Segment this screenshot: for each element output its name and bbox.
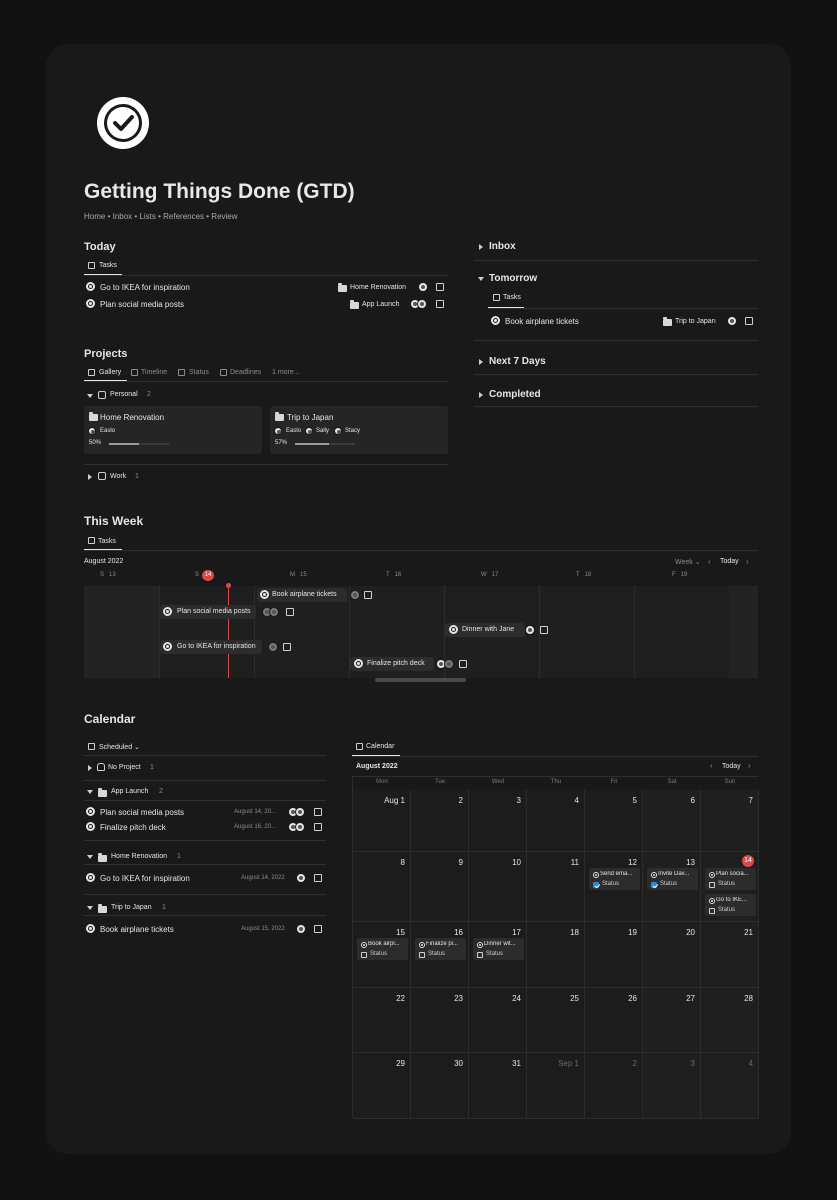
event-checkbox[interactable]	[477, 952, 483, 958]
toggle-arrow-icon[interactable]	[478, 277, 484, 281]
tasks-tab-icon	[88, 262, 95, 269]
timeline-item-title: Dinner with Jane	[462, 626, 515, 633]
task-checkbox[interactable]	[540, 626, 548, 634]
event-title: Plan socia...	[716, 871, 749, 877]
avatar	[334, 427, 342, 435]
calendar-today-badge: 14	[742, 855, 754, 867]
calendar-day-cell[interactable]	[527, 790, 585, 852]
no-project-icon	[97, 763, 105, 771]
timeline-day: S	[195, 572, 200, 578]
next-arrow-icon[interactable]: ›	[748, 761, 751, 770]
task-radio-icon[interactable]	[86, 873, 95, 882]
calendar-day-cell[interactable]	[701, 988, 759, 1053]
task-checkbox[interactable]	[314, 823, 322, 831]
timeline-item-title: Book airplane tickets	[272, 591, 337, 598]
breadcrumb-home[interactable]: Home	[84, 212, 106, 221]
event-radio-icon[interactable]	[651, 872, 657, 878]
task-checkbox[interactable]	[314, 808, 322, 816]
event-radio-icon[interactable]	[361, 942, 367, 948]
event-status: Status	[486, 951, 504, 957]
weekday-label: Mon	[376, 779, 388, 785]
calendar-day-cell[interactable]	[353, 988, 411, 1053]
avatar	[268, 642, 278, 652]
today-task-title[interactable]: Plan social media posts	[100, 300, 185, 309]
task-checkbox[interactable]	[283, 643, 291, 651]
calendar-day-number: 21	[744, 928, 753, 937]
calendar-day-cell[interactable]	[353, 852, 411, 922]
calendar-day-cell[interactable]	[701, 922, 759, 988]
weekday-label: Wed	[491, 779, 505, 785]
task-radio-icon[interactable]	[86, 299, 95, 308]
toggle-arrow-icon[interactable]	[87, 906, 93, 910]
toggle-arrow-icon[interactable]	[87, 394, 93, 398]
calendar-event[interactable]	[705, 894, 756, 916]
calendar-day-number: 8	[400, 858, 405, 867]
event-checkbox[interactable]	[593, 882, 599, 888]
tomorrow-task-title[interactable]: Book airplane tickets	[505, 317, 579, 326]
next-arrow-icon[interactable]: ›	[746, 557, 749, 566]
tomorrow-toggle[interactable]: Tomorrow	[489, 273, 538, 284]
group-home-renovation-count: 1	[177, 853, 181, 860]
today-tab-tasks[interactable]: Tasks	[99, 262, 117, 269]
timeline-view-label: Week	[675, 559, 693, 566]
event-title: Go to IKE...	[716, 897, 748, 903]
event-checkbox[interactable]	[709, 908, 715, 914]
task-checkbox[interactable]	[436, 300, 444, 308]
avatar	[274, 427, 282, 435]
task-radio-icon[interactable]	[163, 607, 172, 616]
completed-toggle[interactable]: Completed	[489, 389, 541, 400]
timeline-day: F 19	[672, 572, 688, 578]
calendar-day-cell[interactable]	[701, 1053, 759, 1119]
calendar-day-cell[interactable]	[469, 1053, 527, 1119]
scheduled-task-title[interactable]: Finalize pitch deck	[100, 823, 166, 832]
toggle-arrow-icon[interactable]	[87, 790, 93, 794]
calendar-event[interactable]	[705, 868, 756, 890]
calendar-day-cell[interactable]	[527, 988, 585, 1053]
timeline-icon	[131, 369, 138, 376]
avatar	[296, 873, 306, 883]
toggle-arrow-icon[interactable]	[88, 474, 92, 480]
event-status: Status	[718, 881, 736, 887]
calendar-icon	[356, 743, 363, 750]
group-trip-to-japan-count: 1	[162, 904, 166, 911]
calendar-day-number: 26	[628, 994, 637, 1003]
event-title: Dinner wit...	[484, 941, 516, 947]
task-radio-icon[interactable]	[449, 625, 458, 634]
calendar-day-cell[interactable]	[411, 988, 469, 1053]
calendar-today-button[interactable]: Today	[722, 763, 741, 770]
toggle-arrow-icon[interactable]	[88, 765, 92, 771]
avatar	[295, 822, 305, 832]
calendar-day-number: 5	[632, 796, 637, 805]
avatar	[350, 590, 360, 600]
timeline-item-title: Finalize pitch deck	[367, 660, 425, 667]
scheduled-view-label: Scheduled	[99, 744, 133, 751]
calendar-grid	[352, 776, 758, 1118]
calendar-day-cell[interactable]	[469, 790, 527, 852]
avatar	[525, 625, 535, 635]
event-checkbox[interactable]	[651, 882, 657, 888]
weekday-label: Fri	[610, 779, 618, 785]
calendar-month: August 2022	[356, 763, 398, 770]
calendar-day-number: 28	[744, 994, 753, 1003]
task-radio-icon[interactable]	[163, 642, 172, 651]
scheduled-task-title[interactable]: Plan social media posts	[100, 808, 185, 817]
group-work-count: 1	[135, 473, 139, 480]
tasks-tab-icon	[493, 294, 500, 301]
toggle-arrow-icon[interactable]	[479, 392, 483, 398]
calendar-day-number: 22	[396, 994, 405, 1003]
timeline-month: August 2022	[84, 558, 124, 565]
event-checkbox[interactable]	[709, 882, 715, 888]
calendar-day-number: Sep 1	[558, 1059, 579, 1068]
calendar-event[interactable]	[415, 938, 466, 960]
today-heading: Today	[84, 241, 116, 253]
calendar-day-cell[interactable]	[469, 852, 527, 922]
event-title: Book airpl...	[368, 941, 400, 947]
toggle-arrow-icon[interactable]	[479, 244, 483, 250]
tab-timeline[interactable]: Timeline	[141, 369, 168, 376]
projects-heading: Projects	[84, 348, 128, 360]
folder-icon	[98, 790, 107, 797]
task-radio-icon[interactable]	[86, 282, 95, 291]
calendar-day-cell[interactable]	[585, 790, 643, 852]
event-radio-icon[interactable]	[477, 942, 483, 948]
task-radio-icon[interactable]	[86, 822, 95, 831]
event-status: Status	[660, 881, 678, 887]
timeline-day: W 17	[481, 572, 499, 578]
calendar-event[interactable]	[647, 868, 698, 890]
timeline-day: T 16	[386, 572, 402, 578]
calendar-day-number: 12	[628, 858, 637, 867]
calendar-day-cell[interactable]	[585, 1053, 643, 1119]
scheduled-task-title[interactable]: Book airplane tickets	[100, 925, 174, 934]
group-work-label[interactable]: Work	[110, 473, 127, 480]
today-task-project[interactable]: Home Renovation	[350, 284, 407, 291]
avatar	[727, 316, 737, 326]
current-time-line	[228, 585, 229, 678]
calendar-day-number: 30	[454, 1059, 463, 1068]
event-radio-icon[interactable]	[709, 898, 715, 904]
calendar-day-number: 7	[748, 796, 753, 805]
avatar	[88, 427, 96, 435]
task-radio-icon[interactable]	[354, 659, 363, 668]
event-checkbox[interactable]	[419, 952, 425, 958]
avatar	[418, 282, 428, 292]
event-radio-icon[interactable]	[593, 872, 599, 878]
timeline-scrollbar[interactable]	[375, 678, 466, 682]
group-no-project-label[interactable]: No Project	[108, 764, 141, 771]
project-card-person: Stacy	[345, 428, 361, 434]
breadcrumb: Home • Inbox • Lists • References • Review	[84, 212, 238, 221]
tab-more[interactable]: 1 more...	[272, 369, 300, 376]
event-title: Invite Dav...	[658, 871, 690, 877]
calendar-day-cell[interactable]	[353, 790, 411, 852]
task-checkbox[interactable]	[459, 660, 467, 668]
project-card-progress: 50%	[89, 440, 102, 446]
calendar-day-number: 11	[570, 858, 579, 867]
event-status: Status	[428, 951, 446, 957]
avatar	[295, 807, 305, 817]
calendar-day-cell[interactable]	[643, 1053, 701, 1119]
check-circle-icon	[94, 94, 152, 152]
tasks-tab-icon	[88, 537, 95, 544]
calendar-heading: Calendar	[84, 712, 136, 726]
avatar	[296, 924, 306, 934]
breadcrumb-inbox[interactable]: Inbox	[112, 212, 133, 221]
this-week-heading: This Week	[84, 514, 144, 528]
scheduled-task-title[interactable]: Go to IKEA for inspiration	[100, 874, 190, 883]
calendar-day-number: 3	[690, 1059, 695, 1068]
group-personal-label[interactable]: Personal	[110, 391, 138, 398]
timeline-item-title: Plan social media posts	[177, 608, 251, 615]
folder-icon	[350, 302, 359, 309]
folder-icon	[663, 319, 672, 326]
scheduled-view-select[interactable]: Scheduled ⌄	[99, 744, 140, 751]
calendar-event[interactable]	[473, 938, 524, 960]
calendar-day-number: 27	[686, 994, 695, 1003]
avatar	[269, 607, 279, 617]
calendar-day-number: 4	[748, 1059, 753, 1068]
task-checkbox[interactable]	[745, 317, 753, 325]
calendar-day-number: 23	[454, 994, 463, 1003]
calendar-day-cell[interactable]	[411, 852, 469, 922]
event-checkbox[interactable]	[361, 952, 367, 958]
calendar-day-cell[interactable]	[643, 988, 701, 1053]
calendar-day-number: 15	[396, 928, 405, 937]
group-app-launch-count: 2	[159, 788, 163, 795]
calendar-day-number: 13	[686, 858, 695, 867]
gallery-icon	[88, 369, 95, 376]
weekday-label: Sat	[667, 779, 677, 785]
group-app-launch-label[interactable]: App Launch	[111, 788, 149, 795]
calendar-day-cell[interactable]	[527, 1053, 585, 1119]
project-card-title: Trip to Japan	[287, 413, 334, 422]
project-card-person: Easlo	[286, 428, 302, 434]
today-task-title[interactable]: Go to IKEA for inspiration	[100, 283, 190, 292]
progress-bar	[109, 443, 169, 445]
project-card-progress: 57%	[275, 440, 288, 446]
page-container	[46, 44, 791, 1154]
task-radio-icon[interactable]	[86, 924, 95, 933]
group-cube-icon	[98, 391, 106, 399]
scheduled-task-date: August 14, 20...	[234, 809, 277, 815]
task-checkbox[interactable]	[286, 608, 294, 616]
calendar-day-number: 2	[458, 796, 463, 805]
calendar-event[interactable]	[589, 868, 640, 890]
prev-arrow-icon[interactable]: ‹	[710, 761, 713, 770]
avatar	[305, 427, 313, 435]
event-status: Status	[602, 881, 620, 887]
event-title: Finalize pi...	[426, 941, 459, 947]
calendar-day-cell[interactable]	[643, 790, 701, 852]
breadcrumb-lists[interactable]: Lists	[139, 212, 156, 221]
calendar-day-number: 16	[454, 928, 463, 937]
project-card-title: Home Renovation	[100, 413, 165, 422]
project-card-person: Easlo	[100, 428, 116, 434]
breadcrumb-review[interactable]: Review	[211, 212, 238, 221]
task-checkbox[interactable]	[314, 874, 322, 882]
calendar-day-cell[interactable]	[411, 790, 469, 852]
tab-status[interactable]: Status	[189, 369, 209, 376]
event-status: Status	[370, 951, 388, 957]
weekday-label: Thu	[550, 779, 562, 785]
scheduled-task-date: August 14, 2022	[241, 875, 285, 881]
calendar-day-number: 6	[690, 796, 695, 805]
calendar-day-number: 19	[628, 928, 637, 937]
avatar	[444, 659, 454, 669]
calendar-day-number: 9	[458, 858, 463, 867]
folder-icon	[338, 285, 347, 292]
next-7-days-toggle[interactable]: Next 7 Days	[489, 356, 546, 367]
tomorrow-tab-tasks[interactable]: Tasks	[503, 294, 521, 301]
toggle-arrow-icon[interactable]	[87, 855, 93, 859]
folder-icon	[98, 906, 107, 913]
tab-deadlines[interactable]: Deadlines	[230, 369, 262, 376]
task-radio-icon[interactable]	[260, 590, 269, 599]
event-title: Send ema...	[600, 871, 633, 877]
group-trip-to-japan-label[interactable]: Trip to Japan	[111, 904, 152, 911]
timeline-day: M 15	[290, 572, 307, 578]
page-title: Getting Things Done (GTD)	[84, 180, 355, 203]
group-cube-icon	[98, 472, 106, 480]
folder-icon	[98, 855, 107, 862]
deadlines-icon	[220, 369, 227, 376]
task-checkbox[interactable]	[436, 283, 444, 291]
task-radio-icon[interactable]	[86, 807, 95, 816]
timeline-day: T 18	[576, 572, 592, 578]
timeline-item-title: Go to IKEA for inspiration	[177, 643, 256, 650]
calendar-day-number: 25	[570, 994, 579, 1003]
calendar-event[interactable]	[357, 938, 408, 960]
calendar-day-number: 31	[512, 1059, 521, 1068]
tomorrow-task-project[interactable]: Trip to Japan	[675, 318, 716, 325]
calendar-day-cell[interactable]	[469, 988, 527, 1053]
task-checkbox[interactable]	[364, 591, 372, 599]
calendar-day-cell[interactable]	[643, 922, 701, 988]
inbox-toggle[interactable]: Inbox	[489, 241, 516, 252]
calendar-day-number: 20	[686, 928, 695, 937]
calendar-day-number: 3	[516, 796, 521, 805]
task-checkbox[interactable]	[314, 925, 322, 933]
group-no-project-count: 1	[150, 764, 154, 771]
breadcrumb-references[interactable]: References	[163, 212, 205, 221]
folder-icon	[275, 414, 284, 421]
status-icon	[178, 369, 185, 376]
project-card-person: Sally	[316, 428, 330, 434]
tab-gallery[interactable]: Gallery	[99, 369, 122, 376]
group-home-renovation-label[interactable]: Home Renovation	[111, 853, 168, 860]
calendar-day-number: 10	[512, 858, 521, 867]
calendar-day-number: 18	[570, 928, 579, 937]
timeline-view-select[interactable]: Week ⌄	[675, 559, 701, 566]
calendar-tab[interactable]: Calendar	[366, 743, 395, 750]
progress-bar	[295, 443, 355, 445]
scheduled-task-date: August 16, 20...	[234, 824, 277, 830]
calendar-day-cell[interactable]	[353, 1053, 411, 1119]
calendar-day-cell[interactable]	[411, 1053, 469, 1119]
calendar-day-number: 17	[512, 928, 521, 937]
calendar-day-number: 2	[632, 1059, 637, 1068]
today-task-project[interactable]: App Launch	[362, 301, 400, 308]
timeline-today-button[interactable]: Today	[720, 558, 739, 565]
calendar-day-number: Aug 1	[384, 796, 405, 805]
event-status: Status	[718, 907, 736, 913]
task-radio-icon[interactable]	[491, 316, 500, 325]
weekday-label: Tue	[434, 779, 446, 785]
calendar-day-number: 4	[574, 796, 579, 805]
toggle-arrow-icon[interactable]	[479, 359, 483, 365]
scheduled-task-date: August 15, 2022	[241, 926, 285, 932]
event-radio-icon[interactable]	[709, 872, 715, 878]
this-week-tab-tasks[interactable]: Tasks	[98, 538, 116, 545]
folder-icon	[89, 414, 98, 421]
calendar-day-number: 29	[396, 1059, 405, 1068]
timeline-day: S 13	[100, 572, 116, 578]
event-radio-icon[interactable]	[419, 942, 425, 948]
group-personal-count: 2	[147, 391, 151, 398]
calendar-day-cell[interactable]	[585, 922, 643, 988]
calendar-day-number: 24	[512, 994, 521, 1003]
weekday-label: Sun	[724, 779, 736, 785]
calendar-day-cell[interactable]	[701, 790, 759, 852]
calendar-day-cell[interactable]	[527, 922, 585, 988]
avatar	[417, 299, 427, 309]
timeline-today-badge: 14	[202, 570, 214, 581]
prev-arrow-icon[interactable]: ‹	[708, 557, 711, 566]
calendar-day-cell[interactable]	[585, 988, 643, 1053]
list-icon	[88, 743, 95, 750]
calendar-day-cell[interactable]	[527, 852, 585, 922]
